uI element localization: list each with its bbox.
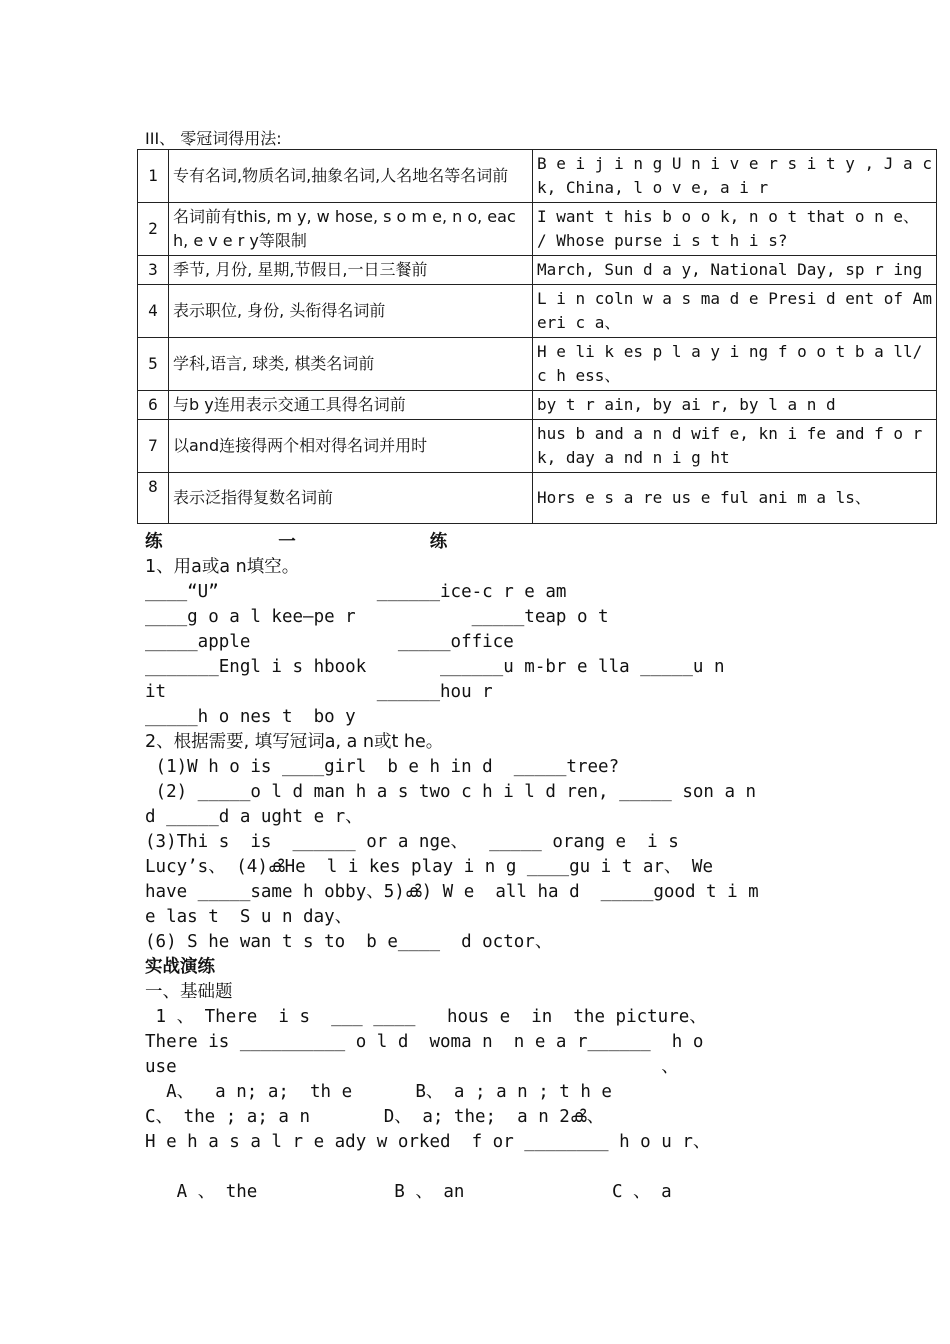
table-row — [138, 473, 937, 524]
exercise-line: ____g o a l kee—pe r _____teap o t — [145, 607, 609, 627]
row-number: 5 — [138, 338, 169, 391]
exercise-line: ____“U” ______ice-c r e am — [145, 582, 567, 602]
example-cell: I want t his b o o k, n o t that o n e、 / Whose purse i s t h i s? — [533, 203, 937, 256]
exercise-line: (1)W h o is ____girl b e h in d _____tree? — [145, 757, 620, 777]
example-cell: H e li k es p l a y i ng f o o t b a ll/ c h ess、 — [533, 338, 937, 391]
section-title-basic: 一、基础题 — [145, 982, 233, 1002]
zero-article-table — [137, 149, 937, 524]
exercise-line: d _____d a ught e r、 — [145, 807, 363, 827]
usage-cell: 以and连接得两个相对得名词并用时 — [169, 420, 533, 473]
question-line: H e h a s a l r e ady w orked f or ________ h o u r、 — [145, 1132, 711, 1152]
usage-cell: 与b y连用表示交通工具得名词前 — [169, 391, 533, 420]
usage-cell: 表示职位, 身份, 头衔得名词前 — [169, 285, 533, 338]
usage-cell: 表示泛指得复数名词前 — [169, 473, 533, 524]
exercise-line: _____apple _____office — [145, 632, 514, 652]
practice-title: 练 一 练 — [145, 532, 448, 552]
row-number: 2 — [138, 203, 169, 256]
question-line: There is __________ o l d woma n n e a r______ h o — [145, 1032, 704, 1052]
exercise-line: (6) S he wan t s to b e____ d octor、 — [145, 932, 553, 952]
row-number: 3 — [138, 256, 169, 285]
answer-options: A、 a n; a; th e B、 a ; a n ; t h e — [145, 1082, 612, 1102]
example-cell: L i n coln w a s ma d e Presi d ent of Ameri c a、 — [533, 285, 937, 338]
exercise-line: _____h o nes t bo y — [145, 707, 356, 727]
table-row — [138, 150, 937, 203]
answer-options: C、 the ; a; a n D、 a; the; a n 2ൿ、 — [145, 1107, 605, 1127]
exercise-2-instruction: 2、根据需要, 填写冠词a, a n或t he。 — [145, 732, 444, 752]
exercise-line: e las t S u n day、 — [145, 907, 353, 927]
section-heading: III、 零冠词得用法: — [145, 129, 282, 148]
exercise-line: (3)Thi s is ______ or a nge、 _____ orang e i s — [145, 832, 679, 852]
exercise-line: (2) _____o l d man h a s two c h i l d ren, _____ son a n — [145, 782, 757, 802]
answer-options: A 、 the B 、 an C 、 a — [145, 1182, 672, 1202]
question-line: use 、 — [145, 1057, 679, 1077]
usage-cell: 专有名词,物质名词,抽象名词,人名地名等名词前 — [169, 150, 533, 203]
section-title-practice: 实战演练 — [145, 957, 215, 977]
table-row — [138, 256, 937, 285]
row-number: 4 — [138, 285, 169, 338]
usage-cell: 季节, 月份, 星期,节假日,一日三餐前 — [169, 256, 533, 285]
example-cell: by t r ain, by ai r, by l a n d — [533, 391, 937, 420]
exercise-line: have _____same h obby、5)ൿ) W e all ha d _____good t i m — [145, 882, 759, 902]
exercise-1-instruction: 1、用a或a n填空。 — [145, 557, 300, 577]
row-number: 1 — [138, 150, 169, 203]
question-line: 1 、 There i s ___ ____ hous e in the picture、 — [145, 1007, 707, 1027]
table-row — [138, 203, 937, 256]
row-number: 6 — [138, 391, 169, 420]
example-cell: B e i j i n g U n i v e r s i t y , J a c k, China, l o v e, a i r — [533, 150, 937, 203]
exercise-line: _______Engl i s hbook ______u m-br e lla _____u n — [145, 657, 725, 677]
example-cell: hus b and a n d wif e, kn i fe and f o r k, day a nd n i g ht — [533, 420, 937, 473]
usage-cell: 学科,语言, 球类, 棋类名词前 — [169, 338, 533, 391]
row-number: 7 — [138, 420, 169, 473]
example-cell: Hors e s a re us e ful ani m a ls、 — [533, 473, 937, 524]
table-row — [138, 338, 937, 391]
exercise-line: Lucy’s、 (4)ൿHe l i kes play i n g ____gu i t ar、 We — [145, 857, 714, 877]
table-row — [138, 391, 937, 420]
exercise-line: it ______hou r — [145, 682, 493, 702]
table-row — [138, 285, 937, 338]
example-cell: March, Sun d a y, National Day, sp r ing — [533, 256, 937, 285]
usage-cell: 名词前有this, m y, w hose, s o m e, n o, each, e v e r y等限制 — [169, 203, 533, 256]
table-row — [138, 420, 937, 473]
row-number: 8 — [138, 473, 169, 524]
